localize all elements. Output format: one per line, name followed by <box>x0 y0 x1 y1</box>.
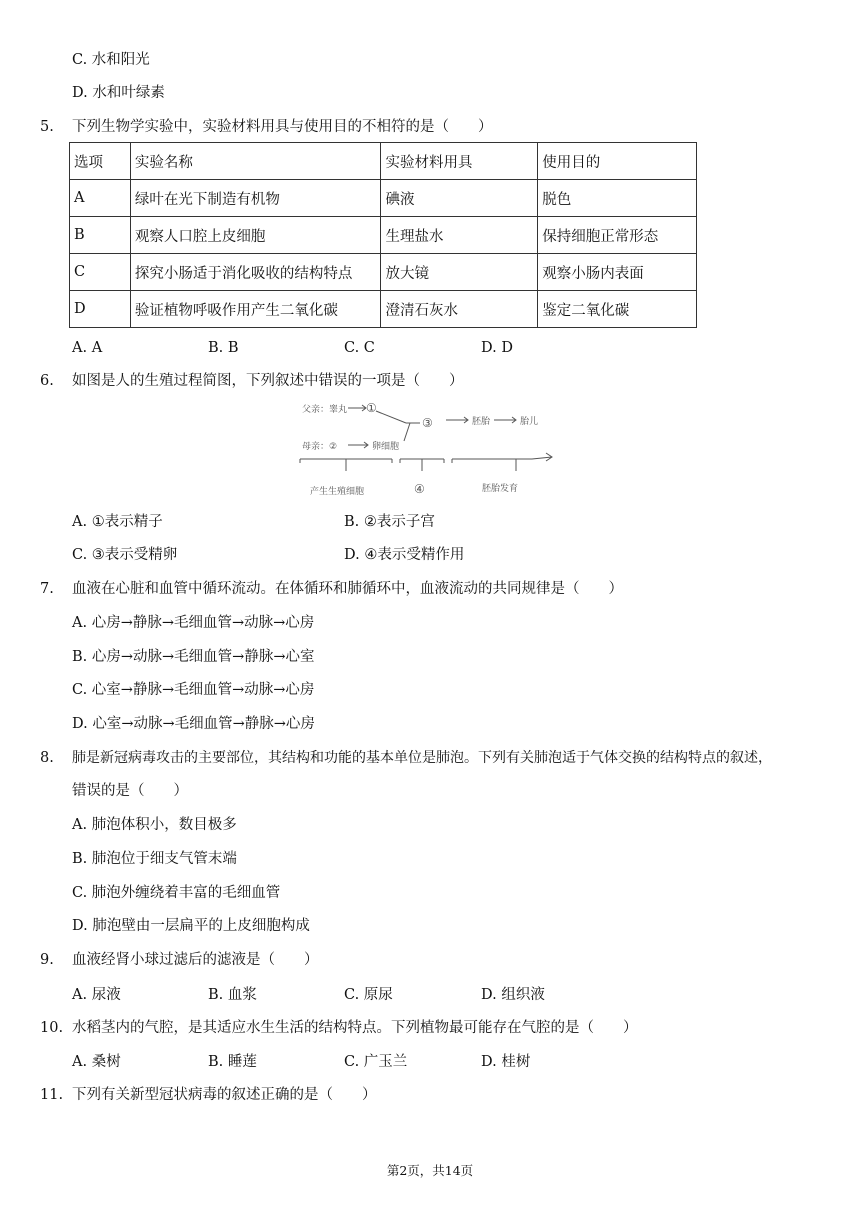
question-stem: 水稻茎内的气腔，是其适应水生生活的结构特点。下列植物最可能存在气腔的是（ ） <box>72 1020 638 1036</box>
option-d: D. 桂树 <box>481 1054 531 1070</box>
diagram-father-label: 父亲：睾丸 <box>302 405 348 415</box>
question-stem: 下列有关新型冠状病毒的叙述正确的是（ ） <box>72 1087 377 1103</box>
option-b: B. 睡莲 <box>208 1054 257 1070</box>
diagram-mother-label: 母亲：② <box>302 442 338 452</box>
option-b: B. B <box>208 340 239 356</box>
table-cell: 探究小肠适于消化吸收的结构特点 <box>130 254 381 291</box>
diagram-embryo-label: 胚胎 <box>472 417 491 427</box>
question-number: 11. <box>40 1087 64 1103</box>
question-number: 8. <box>40 750 54 766</box>
option-d: D. ④表示受精作用 <box>344 547 465 563</box>
option-d: D. 心室→动脉→毛细血管→静脉→心房 <box>72 716 315 732</box>
question-number: 10. <box>40 1020 64 1036</box>
option-c: C. 肺泡外缠绕着丰富的毛细血管 <box>72 885 281 901</box>
option-b: B. 血浆 <box>208 987 257 1003</box>
diagram-stage-label: 胚胎发育 <box>482 484 519 494</box>
table-header-cell: 使用目的 <box>538 143 697 180</box>
table-cell: D <box>70 291 131 328</box>
table-cell: 澄清石灰水 <box>381 291 538 328</box>
option-d: D. 肺泡壁由一层扁平的上皮细胞构成 <box>72 918 310 934</box>
table-cell: 脱色 <box>538 180 697 217</box>
question-number: 5. <box>40 119 54 135</box>
diagram-stage-label: 产生生殖细胞 <box>310 487 365 497</box>
option-a: A. ①表示精子 <box>72 514 163 530</box>
table-row <box>70 217 697 254</box>
table-cell: 生理盐水 <box>381 217 538 254</box>
table-cell: A <box>70 180 131 217</box>
question-stem-continued: 错误的是（ ） <box>72 783 188 799</box>
table-cell: 观察小肠内表面 <box>538 254 697 291</box>
question-number: 6. <box>40 373 54 389</box>
option-d: D. 组织液 <box>481 987 545 1003</box>
table-cell: C <box>70 254 131 291</box>
table-row <box>70 254 697 291</box>
option-d: D. 水和叶绿素 <box>72 85 165 101</box>
option-c: C. 水和阳光 <box>72 52 150 68</box>
option-c: C. ③表示受精卵 <box>72 547 178 563</box>
option-c: C. 广玉兰 <box>344 1054 408 1070</box>
question-stem: 如图是人的生殖过程简图，下列叙述中错误的一项是（ ） <box>72 373 464 389</box>
option-b: B. ②表示子宫 <box>344 514 435 530</box>
table-cell: 放大镜 <box>381 254 538 291</box>
table-cell: 绿叶在光下制造有机物 <box>130 180 381 217</box>
question-stem: 血液在心脏和血管中循环流动。在体循环和肺循环中，血液流动的共同规律是（ ） <box>72 581 623 597</box>
table-cell: B <box>70 217 131 254</box>
option-c: C. 心室→静脉→毛细血管→动脉→心房 <box>72 682 315 698</box>
question-stem: 肺是新冠病毒攻击的主要部位，其结构和功能的基本单位是肺泡。下列有关肺泡适于气体交换的结构特点的叙述， <box>72 750 772 766</box>
option-a: A. 肺泡体积小，数目极多 <box>72 817 237 833</box>
table-row <box>70 291 697 328</box>
table-cell: 验证植物呼吸作用产生二氧化碳 <box>130 291 381 328</box>
table-header-row <box>70 143 697 180</box>
table-cell: 鉴定二氧化碳 <box>538 291 697 328</box>
option-b: B. 心房→动脉→毛细血管→静脉→心室 <box>72 649 315 665</box>
option-b: B. 肺泡位于细支气管末端 <box>72 851 237 867</box>
option-c: C. C <box>344 340 375 356</box>
reproduction-diagram <box>296 395 572 503</box>
option-a: A. 尿液 <box>72 987 121 1003</box>
question-number: 7. <box>40 581 54 597</box>
option-a: A. 桑树 <box>72 1054 121 1070</box>
page-footer: 第2页，共14页 <box>386 1163 474 1178</box>
diagram-circle-4: ④ <box>414 482 425 496</box>
table-row <box>70 180 697 217</box>
diagram-egg-label: 卵细胞 <box>372 442 400 452</box>
table-header-cell: 实验名称 <box>130 143 381 180</box>
question-number: 9. <box>40 952 54 968</box>
question-stem: 下列生物学实验中，实验材料用具与使用目的不相符的是（ ） <box>72 119 493 135</box>
question-stem: 血液经肾小球过滤后的滤液是（ ） <box>72 952 319 968</box>
table-header-cell: 实验材料用具 <box>381 143 538 180</box>
option-a: A. A <box>72 340 103 356</box>
diagram-circle-3: ③ <box>422 416 433 430</box>
diagram-fetus-label: 胎儿 <box>520 417 539 427</box>
table-cell: 保持细胞正常形态 <box>538 217 697 254</box>
table-header-cell: 选项 <box>70 143 131 180</box>
table-cell: 观察人口腔上皮细胞 <box>130 217 381 254</box>
diagram-circle-1: ① <box>366 401 377 415</box>
table-cell: 碘液 <box>381 180 538 217</box>
option-a: A. 心房→静脉→毛细血管→动脉→心房 <box>72 615 315 631</box>
option-c: C. 原尿 <box>344 987 393 1003</box>
option-d: D. D <box>481 340 513 356</box>
experiment-table <box>69 142 697 328</box>
